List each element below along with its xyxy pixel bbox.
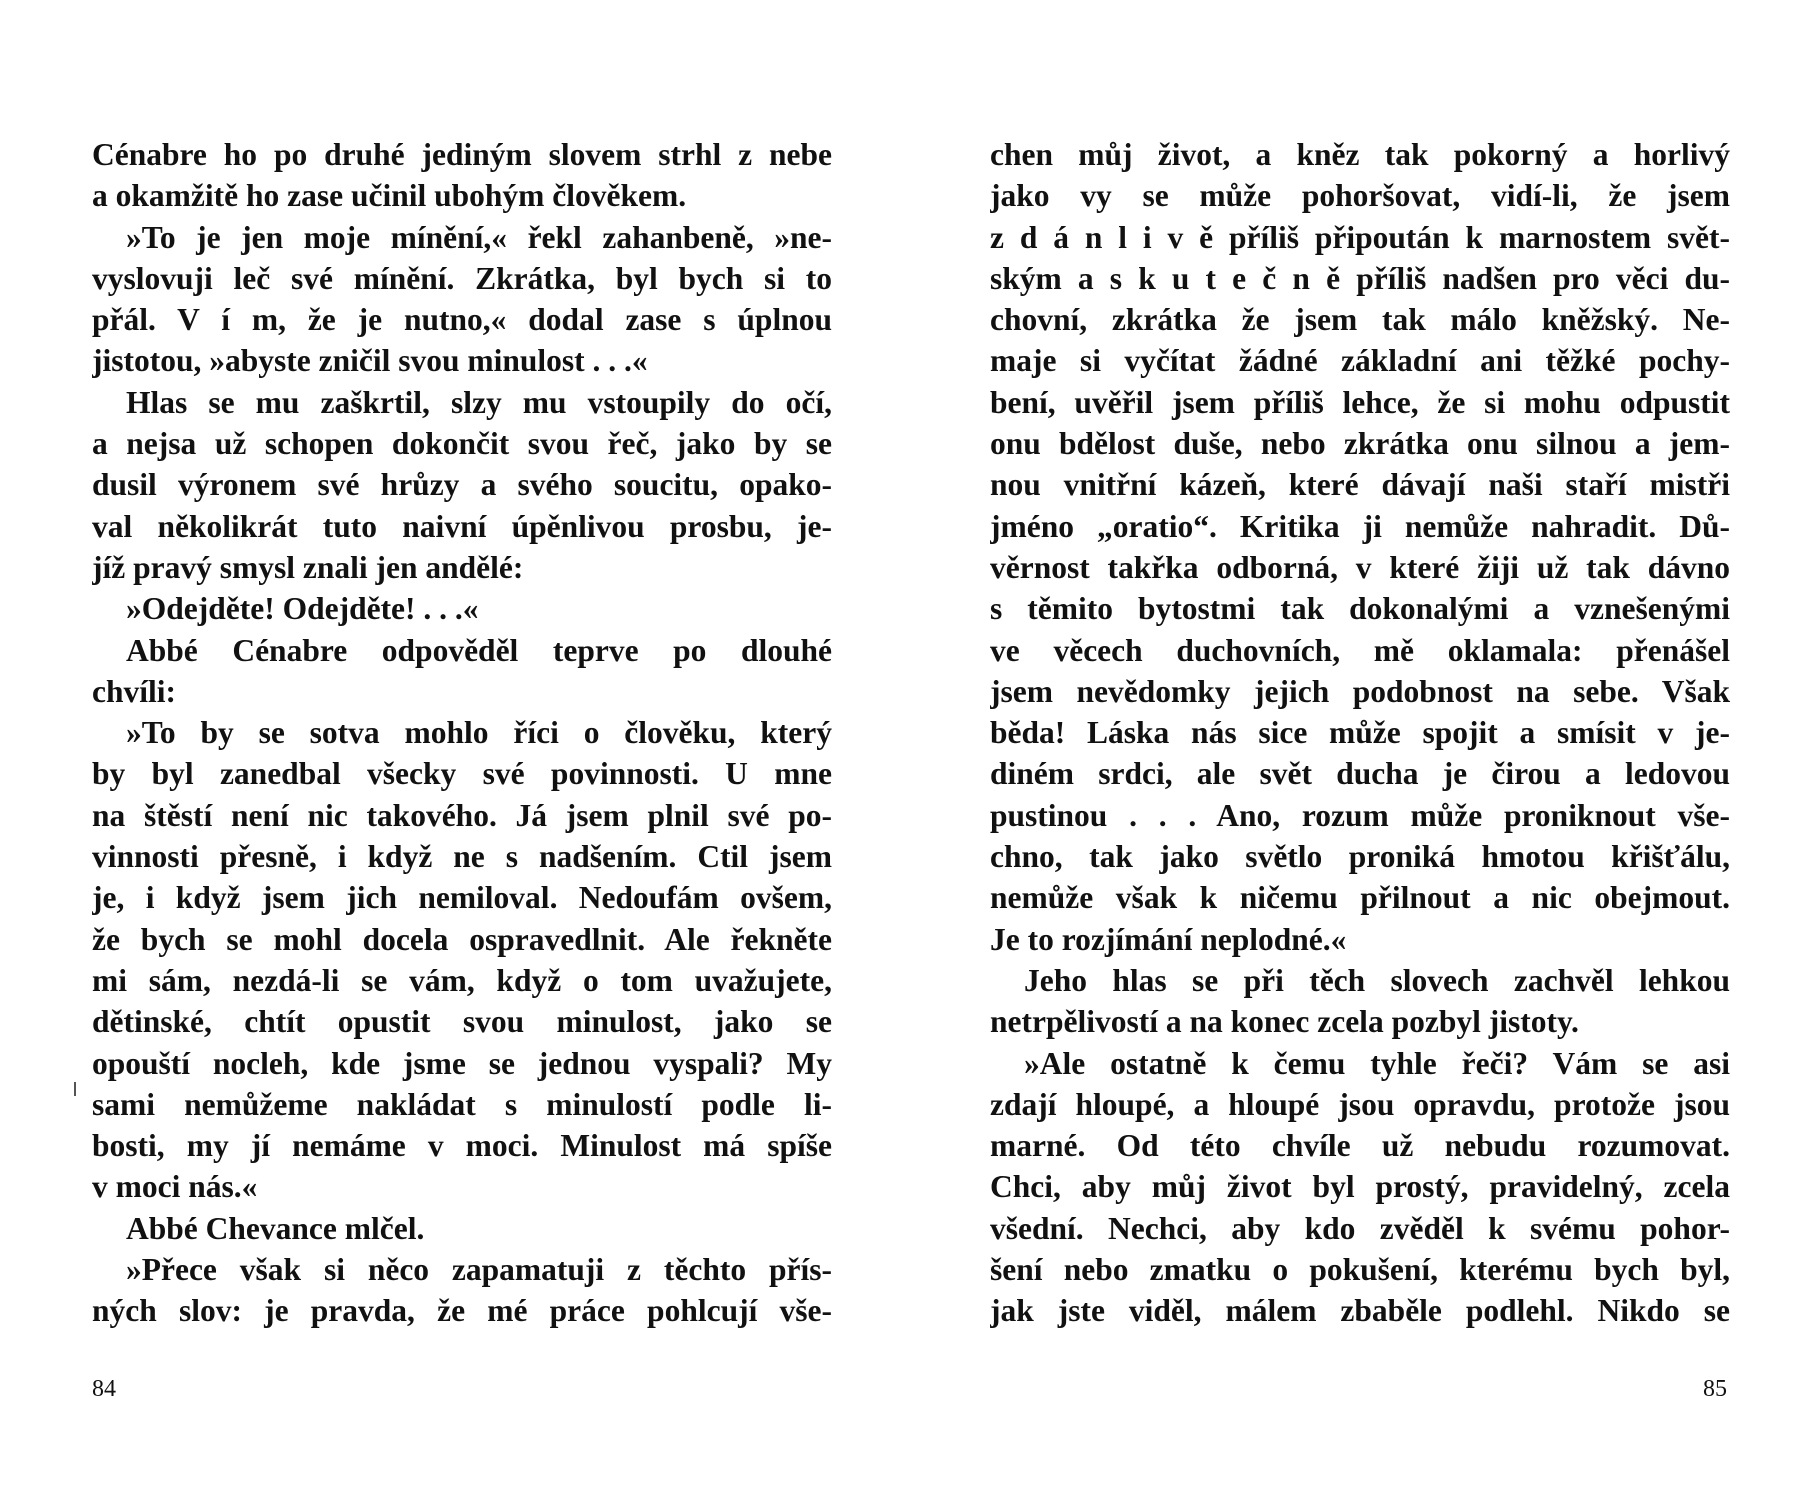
text-line: mi sám, nezdá-li se vám, když o tom uvažujete, [92, 962, 832, 998]
text-line: pustinou . . . Ano, rozum může proniknout vše- [990, 797, 1730, 833]
text-line: Abbé Chevance mlčel. [126, 1210, 425, 1246]
text-line: ským a s k u t e č n ě příliš nadšen pro věci du- [990, 260, 1730, 296]
text-line: ve věcech duchovních, mě oklamala: přenášel [990, 632, 1730, 668]
page-number-right: 85 [1703, 1376, 1727, 1402]
text-line: jíž pravý smysl znali jen andělé: [92, 549, 524, 585]
text-line: onu bdělost duše, nebo zkrátka onu silnou a jem- [990, 426, 1730, 462]
text-line: »To je jen moje mínění,« řekl zahanbeně, »ne- [126, 219, 832, 255]
text-line: v moci nás.« [92, 1169, 258, 1205]
text-line: z d á n l i v ě příliš připoután k marnostem svět- [990, 219, 1730, 255]
text-line: »Odejděte! Odejděte! . . .« [126, 591, 479, 627]
text-line: dusil výronem své hrůzy a svého soucitu, opako- [92, 467, 832, 503]
text-line: že bych se mohl docela ospravedlnit. Ale řekněte [92, 921, 832, 957]
text-line: dětinské, chtít opustit svou minulost, jako se [92, 1004, 832, 1040]
text-line: Je to rozjímání neplodné.« [990, 921, 1347, 957]
text-line: netrpělivostí a na konec zcela pozbyl jistoty. [990, 1004, 1579, 1040]
text-line: věrnost takřka odborná, v které žiji už tak dávno [990, 549, 1730, 585]
text-line: jako vy se může pohoršovat, vidí-li, že jsem [990, 178, 1730, 214]
text-line: marné. Od této chvíle už nebudu rozumovat. [990, 1128, 1730, 1164]
text-line: přál. V í m, že je nutno,« dodal zase s úplnou [92, 302, 832, 338]
text-line: opouští nocleh, kde jsme se jednou vyspali? My [92, 1045, 832, 1081]
right-page [906, 0, 1812, 1500]
text-line: je, i když jsem jich nemiloval. Nedoufám ovšem, [92, 880, 832, 916]
text-line: sami nemůžeme nakládat s minulostí podle li- [92, 1086, 832, 1122]
text-line: a okamžitě ho zase učinil ubohým člověkem. [92, 178, 687, 214]
text-line: »To by se sotva mohlo říci o člověku, který [126, 715, 832, 751]
text-line: vinnosti přesně, i když ne s nadšením. Ctil jsem [92, 839, 832, 875]
text-line: jistotou, »abyste zničil svou minulost . . .« [92, 343, 648, 379]
margin-mark [74, 1082, 76, 1096]
text-line: val několikrát tuto naivní úpěnlivou prosbu, je- [92, 508, 832, 544]
text-line: Chci, aby můj život byl prostý, pravidelný, zcela [990, 1169, 1730, 1205]
text-line: všední. Nechci, aby kdo zvěděl k svému pohor- [990, 1210, 1730, 1246]
text-line: Abbé Cénabre odpověděl teprve po dlouhé [126, 632, 832, 668]
text-line: běda! Láska nás sice může spojit a smísit v je- [990, 715, 1730, 751]
text-line: zdají hloupé, a hloupé jsou opravdu, protože jsou [990, 1086, 1730, 1122]
right-page-text [990, 134, 1730, 1332]
text-line: nemůže však k ničemu přilnout a nic obejmout. [990, 880, 1730, 916]
text-line: jméno „oratio“. Kritika ji nemůže nahradit. Dů- [990, 508, 1730, 544]
text-line: jak jste viděl, málem zbaběle podlehl. Nikdo se [990, 1293, 1730, 1329]
text-line: chovní, zkrátka že jsem tak málo kněžský. Ne- [990, 302, 1730, 338]
text-line: bení, uvěřil jsem příliš lehce, že si mohu odpustit [990, 384, 1730, 420]
text-line: maje si vyčítat žádné základní ani těžké pochy- [990, 343, 1730, 379]
text-line: »Přece však si něco zapamatuji z těchto přís- [126, 1252, 832, 1288]
text-line: ných slov: je pravda, že mé práce pohlcují vše- [92, 1293, 832, 1329]
page-number-left: 84 [92, 1376, 116, 1402]
text-line: chvíli: [92, 673, 176, 709]
text-line: a nejsa už schopen dokončit svou řeč, jako by se [92, 426, 832, 462]
text-line: vyslovuji leč své mínění. Zkrátka, byl bych si to [92, 260, 832, 296]
text-line: Cénabre ho po druhé jediným slovem strhl z nebe [92, 137, 832, 172]
text-line: Hlas se mu zaškrtil, slzy mu vstoupily do očí, [126, 384, 832, 420]
text-line: jsem nevědomky jejich podobnost na sebe. Však [990, 673, 1730, 709]
text-line: s těmito bytostmi tak dokonalými a vznešenými [990, 591, 1730, 627]
text-line: na štěstí není nic takového. Já jsem plnil své po- [92, 797, 832, 833]
left-page-text [92, 134, 832, 1332]
text-line: Jeho hlas se při těch slovech zachvěl lehkou [1024, 962, 1730, 998]
text-line: chno, tak jako světlo proniká hmotou křišťálu, [990, 839, 1730, 875]
text-line: šení nebo zmatku o pokušení, kterému bych byl, [990, 1252, 1730, 1288]
text-line: »Ale ostatně k čemu tyhle řeči? Vám se asi [1024, 1045, 1730, 1081]
text-line: chen můj život, a kněz tak pokorný a horlivý [990, 137, 1730, 172]
text-line: nou vnitřní kázeň, které dávají naši staří mistři [990, 467, 1730, 503]
text-line: bosti, my jí nemáme v moci. Minulost má spíše [92, 1128, 832, 1164]
text-line: diném srdci, ale svět ducha je čirou a ledovou [990, 756, 1730, 792]
text-line: by byl zanedbal všecky své povinnosti. U mne [92, 756, 832, 792]
